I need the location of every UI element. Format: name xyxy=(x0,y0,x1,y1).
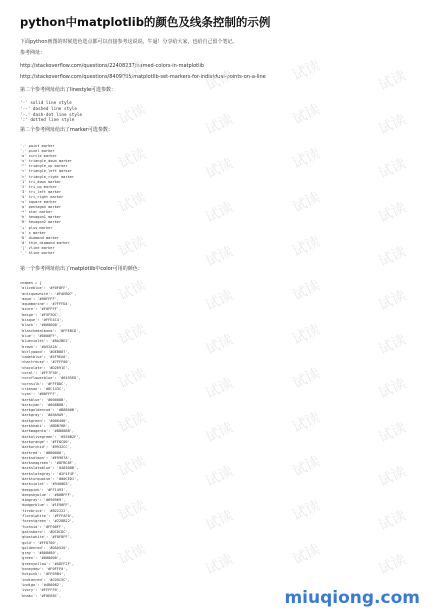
color-line: 'chocolate': '#D2691E', xyxy=(20,365,70,370)
color-line: 'coral': '#FF7F50', xyxy=(20,371,62,376)
watermark-text: 试读 xyxy=(290,541,323,569)
watermark-text: 试读 xyxy=(376,419,409,447)
color-line: 'antiquewhite': '#FAEBD7', xyxy=(20,291,77,296)
color-line: 'greenyellow': '#ADFF2F', xyxy=(20,561,75,566)
color-line: 'dodgerblue': '#1E90FF', xyxy=(20,503,72,508)
color-line: 'darkturquoise': '#00CED1', xyxy=(20,476,79,481)
color-line: 'darkred': '#8B0000', xyxy=(20,450,66,455)
site-logo: miuqiong.com xyxy=(284,588,420,608)
watermark-text: 试读 xyxy=(116,277,149,305)
watermark-text: 试读 xyxy=(290,189,323,217)
watermark-text: 试读 xyxy=(203,199,236,227)
color-line: 'beige': '#F5F5DC', xyxy=(20,312,62,317)
watermark-text: 试读 xyxy=(376,463,409,491)
intro-paragraph: 下面python画图的时候选色选点都可以直接参考这说说，牛逼！分享给大家，也给自己留个笔记。 xyxy=(20,39,238,45)
watermark-text: 试读 xyxy=(290,365,323,393)
color-line: 'blue': '#0000FF', xyxy=(20,333,59,338)
color-line: 'darkgoldenrod': '#B8860B', xyxy=(20,408,79,413)
color-line: 'darkorange': '#FF8C00', xyxy=(20,439,72,444)
color-line: 'darkgray': '#A9A9A9', xyxy=(20,413,68,418)
marker-line: '+' plus marker xyxy=(20,225,53,230)
marker-line: '^' triangle_up marker xyxy=(20,164,68,169)
color-line: 'darkviolet': '#9400D3', xyxy=(20,482,72,487)
color-line: 'crimson': '#DC143C', xyxy=(20,386,66,391)
color-line: 'blanchedalmond': '#FFEBCD', xyxy=(20,328,81,333)
watermark-text: 试读 xyxy=(290,409,323,437)
color-line: 'burlywood': '#DEB887', xyxy=(20,349,70,354)
marker-code-block xyxy=(20,144,74,256)
watermark-text: 试读 xyxy=(203,419,236,447)
color-line: 'darkolivegreen': '#556B2F', xyxy=(20,434,81,439)
watermark-text: 试读 xyxy=(116,541,149,569)
marker-line: ',' pixel marker xyxy=(20,149,55,154)
color-line: 'ivory': '#FFFFF0', xyxy=(20,588,62,593)
color-line: 'deeppink': '#FF1493', xyxy=(20,487,68,492)
watermark-text: 试读 xyxy=(376,155,409,183)
watermark-text: 试读 xyxy=(116,189,149,217)
watermark-text: 试读 xyxy=(376,243,409,271)
marker-line: 's' square marker xyxy=(20,200,57,205)
color-line: 'darkslategray': '#2F4F4F', xyxy=(20,471,79,476)
watermark-text: 试读 xyxy=(116,57,149,85)
marker-line: '4' tri_right marker xyxy=(20,194,64,199)
color-line: 'green': '#008000', xyxy=(20,556,62,561)
watermark-text: 试读 xyxy=(290,57,323,85)
linestyle-line: '--' dashed line style xyxy=(20,106,77,112)
reference-link-1[interactable]: http://stackoverflow.com/questions/22408237/named-colors-in-matplotlib xyxy=(20,63,205,69)
watermark-text: 试读 xyxy=(203,155,236,183)
color-line: 'aliceblue': '#F0F8FF', xyxy=(20,286,70,291)
color-line: 'cornsilk': '#FFF8DC', xyxy=(20,381,68,386)
linestyle-line: '-.' dash-dot line style xyxy=(20,112,83,118)
marker-heading: 第二个参考网址给出了marker可选参数： xyxy=(20,127,113,133)
color-line: 'cadetblue': '#5F9EA0', xyxy=(20,355,70,360)
marker-line: 'd' thin_diamond marker xyxy=(20,240,70,245)
color-line: 'black': '#000000', xyxy=(20,323,62,328)
color-line: 'darkslateblue': '#483D8B', xyxy=(20,466,79,471)
watermark-text: 试读 xyxy=(290,233,323,261)
color-line: 'aquamarine': '#7FFFD4', xyxy=(20,302,72,307)
marker-line: '_' hline marker xyxy=(20,250,55,255)
watermark-text: 试读 xyxy=(290,277,323,305)
color-line: 'darkcyan': '#008B8B', xyxy=(20,402,68,407)
color-heading: 第一个参考网址给出了matplotlib中color可用的颜色： xyxy=(20,266,143,272)
watermark-text: 试读 xyxy=(116,145,149,173)
watermark-text: 试读 xyxy=(116,453,149,481)
color-line: 'darkblue': '#00008B', xyxy=(20,397,68,402)
marker-line: '2' tri_up marker xyxy=(20,184,57,189)
linestyle-heading: 第二个参考网址给出了linestyle可选参数： xyxy=(20,87,117,93)
color-line: 'darksalmon': '#E9967A', xyxy=(20,455,72,460)
color-line: 'gainsboro': '#DCDCDC', xyxy=(20,529,70,534)
color-line: cnames = { xyxy=(20,281,42,285)
reference-link-2[interactable]: http://stackoverflow.com/questions/8409095/matplotlib-set-markers-for-individual-points-on-a-line xyxy=(20,74,266,80)
color-code-block xyxy=(20,281,81,599)
color-line: 'aqua': '#00FFFF', xyxy=(20,296,59,301)
color-line: 'darkkhaki': '#BDB76B', xyxy=(20,424,70,429)
marker-line: 'H' hexagon2 marker xyxy=(20,220,62,225)
marker-line: '|' vline marker xyxy=(20,245,55,250)
page-title: python中matplotlib的颜色及线条控制的示例 xyxy=(20,15,271,29)
marker-line: '.' point marker xyxy=(20,144,55,148)
watermark-text: 试读 xyxy=(376,287,409,315)
watermark-text: 试读 xyxy=(203,463,236,491)
color-line: 'dimgray': '#696969', xyxy=(20,498,66,503)
watermark-text: 试读 xyxy=(116,365,149,393)
linestyle-line: '-' solid line style xyxy=(20,101,72,106)
watermark-text: 试读 xyxy=(290,497,323,525)
color-line: 'darkmagenta': '#8B008B', xyxy=(20,429,75,434)
color-line: 'azure': '#F0FFFF', xyxy=(20,307,62,312)
linestyle-code-block xyxy=(20,101,82,124)
color-line: 'deepskyblue': '#00BFFF', xyxy=(20,492,75,497)
watermark-text: 试读 xyxy=(376,199,409,227)
color-line: 'hotpink': '#FF69B4', xyxy=(20,572,66,577)
watermark-text: 试读 xyxy=(203,551,236,579)
color-line: 'darkgreen': '#006400', xyxy=(20,418,70,423)
watermark-text: 试读 xyxy=(203,111,236,139)
watermark-text: 试读 xyxy=(116,409,149,437)
watermark-text: 试读 xyxy=(116,233,149,261)
color-line: 'darkorchid': '#9932CC', xyxy=(20,445,72,450)
color-line: 'gold': '#FFD700', xyxy=(20,540,59,545)
color-line: 'brown': '#A52A2A', xyxy=(20,344,62,349)
watermark-text: 试读 xyxy=(290,145,323,173)
color-line: 'indianred': '#CD5C5C', xyxy=(20,577,70,582)
marker-line: '3' tri_left marker xyxy=(20,189,62,194)
color-line: 'goldenrod': '#DAA520', xyxy=(20,545,70,550)
color-line: 'cyan': '#00FFFF', xyxy=(20,392,59,397)
color-line: 'forestgreen': '#228B22', xyxy=(20,519,75,524)
marker-line: 'h' hexagon1 marker xyxy=(20,215,62,220)
watermark-text: 试读 xyxy=(376,375,409,403)
watermark-text: 试读 xyxy=(290,321,323,349)
linestyle-line: ':' dotted line style xyxy=(20,118,75,124)
watermark-text: 试读 xyxy=(376,111,409,139)
watermark-text: 试读 xyxy=(376,331,409,359)
color-line: 'blueviolet': '#8A2BE2', xyxy=(20,339,72,344)
color-line: 'indigo': '#4B0082', xyxy=(20,582,64,587)
color-line: 'firebrick': '#B22222', xyxy=(20,508,70,513)
watermark-text: 试读 xyxy=(203,243,236,271)
color-line: 'gray': '#808080', xyxy=(20,551,59,556)
color-line: 'cornflowerblue': '#6495ED', xyxy=(20,376,81,381)
marker-line: 'o' circle marker xyxy=(20,154,57,159)
references-heading: 参考网址： xyxy=(20,50,46,56)
marker-line: 'p' pentagon marker xyxy=(20,205,62,210)
marker-line: 'D' diamond marker xyxy=(20,235,59,240)
watermark-text: 试读 xyxy=(116,101,149,129)
marker-line: 'v' triangle_down marker xyxy=(20,159,72,164)
watermark-text: 试读 xyxy=(203,507,236,535)
watermark-text: 试读 xyxy=(203,287,236,315)
watermark-text: 试读 xyxy=(290,453,323,481)
color-line: 'chartreuse': '#7FFF00', xyxy=(20,360,72,365)
watermark-text: 试读 xyxy=(376,507,409,535)
watermark-text: 试读 xyxy=(203,331,236,359)
color-line: 'bisque': '#FFE4C4', xyxy=(20,318,64,323)
color-line: 'floralwhite': '#FFFAF0', xyxy=(20,514,75,519)
color-line: 'fuchsia': '#FF00FF', xyxy=(20,524,66,529)
watermark-text: 试读 xyxy=(376,551,409,579)
marker-line: '*' star marker xyxy=(20,210,53,215)
color-line: 'darkseagreen': '#8FBC8F', xyxy=(20,461,77,466)
color-line: 'honeydew': '#F0FFF0', xyxy=(20,567,68,572)
color-line: 'ghostwhite': '#F8F8FF', xyxy=(20,535,72,540)
marker-line: 'x' x marker xyxy=(20,230,46,235)
watermark-text: 试读 xyxy=(203,375,236,403)
marker-line: '1' tri_down marker xyxy=(20,179,62,184)
watermark-text: 试读 xyxy=(290,101,323,129)
marker-line: '<' triangle_left marker xyxy=(20,169,72,174)
watermark-text: 试读 xyxy=(116,321,149,349)
watermark-text: 试读 xyxy=(116,497,149,525)
watermark-text: 试读 xyxy=(203,67,236,95)
color-line: 'khaki': '#F0E68C', xyxy=(20,593,62,598)
marker-line: '>' triangle_right marker xyxy=(20,174,75,179)
watermark-text: 试读 xyxy=(376,67,409,95)
